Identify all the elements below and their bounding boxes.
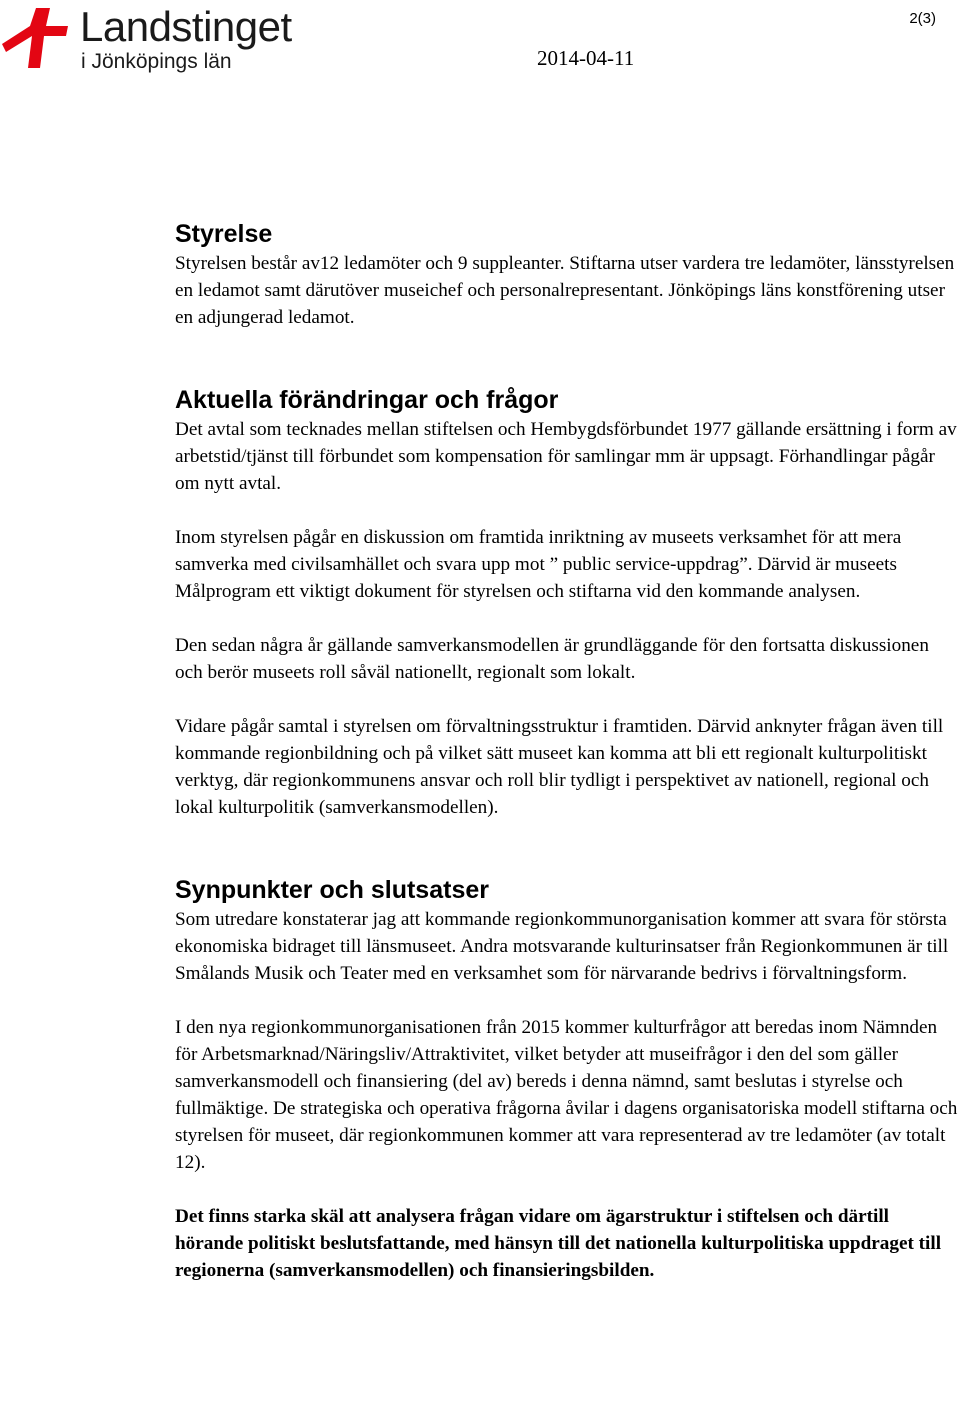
section-heading-aktuella: Aktuella förändringar och frågor (175, 386, 559, 414)
landstinget-cross-logo-icon (2, 6, 74, 70)
paragraph: Styrelsen består av12 ledamöter och 9 suppleanter. Stiftarna utser vardera tre ledamöter, länsstyrelsen en ledamot samt därutöver museichef och personalrepresentant. Jönköpings läns konstförening utser en adjungerad ledamot. (175, 253, 955, 328)
section-heading-styrelse: Styrelse (175, 220, 273, 248)
conclusion-paragraph: Det finns starka skäl att analysera frågan vidare om ägarstruktur i stiftelsen och därtill hörande politiskt beslutsfattande, med hänsyn till det nationella kulturpolitiska uppdraget till regionerna (samverkansmodellen) och finansieringsbilden. (175, 1206, 942, 1281)
page-number: 2(3) (909, 10, 936, 27)
paragraph: Som utredare konstaterar jag att kommande regionkommunorganisation kommer att svara för största ekonomiska bidraget till länsmuseet. Andra motsvarande kulturinsatser från Regionkommunen är till Smålands Musik och Teater med en verksamhet som för närvarande bedrivs i förvaltningsform. (175, 909, 949, 984)
section-heading-synpunkter: Synpunkter och slutsatser (175, 876, 489, 904)
paragraph: I den nya regionkommunorganisationen från 2015 kommer kulturfrågor att beredas inom Nämnden för Arbetsmarknad/Näringsliv/Attraktivitet, vilket betyder att museifrågor i den del som gäller samverkansmodell och finansiering (del av) bereds i denna nämnd, samt beslutas i styrelse och fullmäktige. De strategiska och operativa frågorna åvilar i dagens organisatoriska modell stiftarna och styrelsen för museet, där regionkommunen kommer att vara representerad av tre ledamöter (av totalt 12). (175, 1017, 958, 1173)
logo-subtitle: i Jönköpings län (81, 50, 232, 73)
paragraph: Vidare pågår samtal i styrelsen om förvaltningsstruktur i framtiden. Därvid anknyter frågan även till kommande regionbildning och på vilket sätt museet kan komma att bli ett regionalt kulturpolitiskt verktyg, där regionkommunens ansvar och roll blir tydligt i perspektivet av nationell, regional och lokal kulturpolitik (samverkansmodellen). (175, 716, 944, 818)
logo-title: Landstinget (80, 3, 292, 50)
document-body (175, 218, 960, 1284)
paragraph: Inom styrelsen pågår en diskussion om framtida inriktning av museets verksamhet för att mera samverka med civilsamhället och svara upp mot ” public service-uppdrag”. Därvid är museets Målprogram ett viktigt dokument för styrelsen och stiftarna vid den kommande analysen. (175, 527, 902, 602)
paragraph: Det avtal som tecknades mellan stiftelsen och Hembygdsförbundet 1977 gällande ersättning i form av arbetstid/tjänst till förbundet som kompensation för samlingar mm är uppsagt. Förhandlingar pågår om nytt avtal. (175, 419, 957, 494)
paragraph: Den sedan några år gällande samverkansmodellen är grundläggande för den fortsatta diskussionen och berör museets roll såväl nationellt, regionalt som lokalt. (175, 635, 929, 683)
document-date: 2014-04-11 (537, 46, 635, 70)
organization-logo (0, 0, 320, 80)
